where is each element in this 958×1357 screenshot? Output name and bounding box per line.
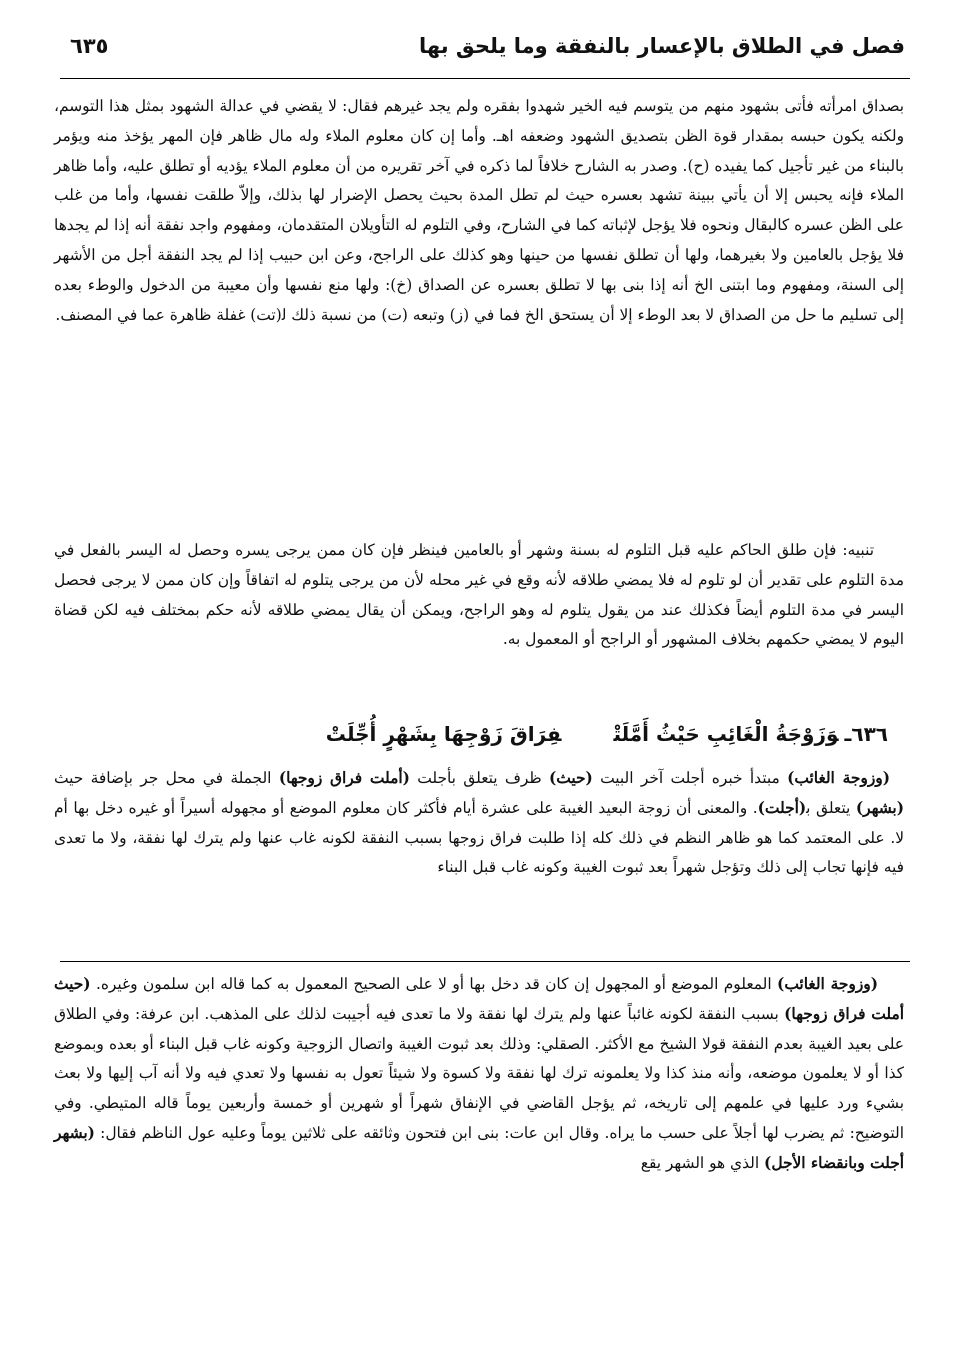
page-header (70, 34, 905, 68)
text-run: المعلوم الموضع أو المجهول إن كان قد دخل بها أو لا على الصحيح المعمول به كما قاله ابن سلمون وغيره. (90, 975, 778, 993)
text-run: بسبب النفقة لكونه غائباً عنها ولم يترك لها نفقة ولا ما تعدى فيه أجيبت لذلك على المذهب. ابن عرفة: وفي الطلاق على بعيد الغيبة بعدم النفقة قولا الشيخ مع الأكثر. الصقلي: وذلك بعد ثبوت الغيبة واتصال الزوجية وكونه غاب قبل البناء أو بعده وبموضع كذا أو لا يعلمون موضعه، وأنه منذ كذا ولا يعلمونه ترك لها نفقة ولا كسوة ولا شيئاً تعول به نفسها ولا تعدي فيه ولا أنه آب إليها ولا بعث بشيء ورد عليها في علمهم إلى تاريخه، ثم يؤجل القاضي في الإنفاق شهراً أو شهرين أو خمسة وأربعين يوماً قاله المتيطي. وفي التوضيح: ثم يضرب لها أجلاً على حسب ما يراه. وقال ابن عات: بنى ابن فتحون وثائقه على ثلاثين يوماً وعليه عول الناظم فقال: (54, 1004, 904, 1142)
main-text-note-paragraph (54, 536, 904, 655)
verse-number: ٦٣٦ـ (844, 722, 888, 746)
verse-second-hemistich: فِرَاقَ زَوْجِهَا بِشَهْرٍ أُجِّلَتْ (325, 722, 562, 746)
paragraph-text: بصداق امرأته فأتى بشهود منهم من يتوسم فيه الخير شهدوا بفقره ولم يجد غيرهم فقال: لا يقضي في عدالة الشهود بمثل هذا التوسم، ولكنه يكون حبسه بمقدار قوة الظن بتصديق الشهود وضعفه اهـ. وأما إن كان معلوم الملاء وله مال ظاهر فإن المهر يؤخذ منه ويؤمر بالبناء من غير تأجيل كما يفيده (ح). وصدر به الشارح خلافاً لما ذكره في آخر تقريره من أن معلوم الملاء يؤديه أو تطلق عليه، وأما ظاهر الملاء فإنه يحبس إلا أن يأتي ببينة تشهد بعسره حيث لم تطل المدة بحيث يحصل الإضرار لها بذلك، وإلاّ طلقت نفسها، وأما من غلب على الظن عسره كالبقال ونحوه فلا يؤجل لإثباته كما في الشارح، وفي التلوم له التأويلان المتقدمان، ومفهوم واجد نفقة أنه إذا لم يجدها فلا يؤجل بالعامين ولا بغيرهما، ولها أن تطلق نفسها من حينها وهو كذلك على الراجح، وعن ابن حبيب إذا لم يجد النفقة أجل من الأشهر إلى السنة، ومفهوم وما ابتنى الخ أنه إذا بنى بها لا تطلق بعسره عن الصداق (خ): ولها منع نفسها وأن معيبة من الدخول والوطء بعده إلى تسليم ما حل من الصداق لا بعد الوطء إلا أن يستحق الخ فما في (ز) وتبعه (ت) من نسبة ذلك ل‍(تت) غفلة ظاهرة عما في المصنف. (54, 97, 904, 324)
header-rule (60, 78, 910, 79)
bold-term: (حيث أملت فراق زوجها) (54, 975, 904, 1023)
bold-term: (حيث) (548, 769, 593, 787)
paragraph-text: تنبيه: فإن طلق الحاكم عليه قبل التلوم له بسنة وشهر أو بالعامين فينظر فإن كان ممن يرجى يسره وحصل له اليسر بالفعل في مدة التلوم على تقدير أن لو تلوم له فلا يمضي طلاقه لأنه وقع في غير محله لأن من يرجى يتلوم له اتفاقاً وإن كان ممن لا يرجى فحصل اليسر في مدة التلوم أيضاً فكذلك عند من يقول يتلوم له وهو الراجح، ويمكن أن يقال يمضي طلاقه لأنه حكم بمختلف فيه لكن قضاة اليوم لا يمضي حكمهم بخلاف المشهور أو الراجح أو المعمول به. (54, 541, 904, 649)
bold-term: (أملت فراق زوجها) (278, 769, 410, 787)
text-run: يتعلق ب‍ (806, 798, 856, 817)
bold-term: (بشهر أجلت وبانقضاء الأجل) (54, 1123, 904, 1172)
poem-verse (68, 722, 888, 746)
page-number: ٦٣٥ (70, 34, 109, 58)
text-run: الجملة في محل جر بإضافة حيث (54, 769, 279, 787)
text-run: الذي هو الشهر يقع (640, 1153, 765, 1172)
bold-term: (بشهر) (855, 798, 904, 817)
paragraph-text (54, 970, 904, 1179)
main-text-paragraph-1 (54, 92, 904, 330)
bold-term: (أجلت) (757, 798, 807, 817)
text-run: مبتدأ خبره أجلت آخر البيت (592, 769, 788, 787)
bold-term: (وزوجة الغائب) (787, 769, 890, 787)
lower-commentary-paragraph (54, 970, 904, 1179)
text-run: . والمعنى أن زوجة البعيد الغيبة على عشرة أيام فأكثر كان معلوم الموضع أو مجهوله أسيراً أو غيره دخل بها أم لا. على المعتمد كما هو ظاهر النظم في ذلك كله إذا طلبت فراق زوجها بسبب النفقة لكونه غاب عنها ولم يترك لها نفقة، ولا ما تعدى فيه فإنها تجاب إلى ذلك وتؤجل شهراً بعد ثبوت الغيبة وكونه غاب قبل البناء (54, 798, 904, 877)
running-title: فصل في الطلاق بالإعسار بالنفقة وما يلحق بها (418, 34, 905, 58)
footnote-divider (60, 961, 910, 962)
paragraph-text (54, 764, 904, 883)
commentary-paragraph (54, 764, 904, 883)
text-run: ظرف يتعلق بأجلت (409, 769, 549, 787)
verse-first-hemistich: وَزَوْجَةُ الْغَائِبِ حَيْثُ أَمَّلَتْ (613, 722, 839, 746)
bold-term: (وزوجة الغائب) (777, 975, 878, 993)
